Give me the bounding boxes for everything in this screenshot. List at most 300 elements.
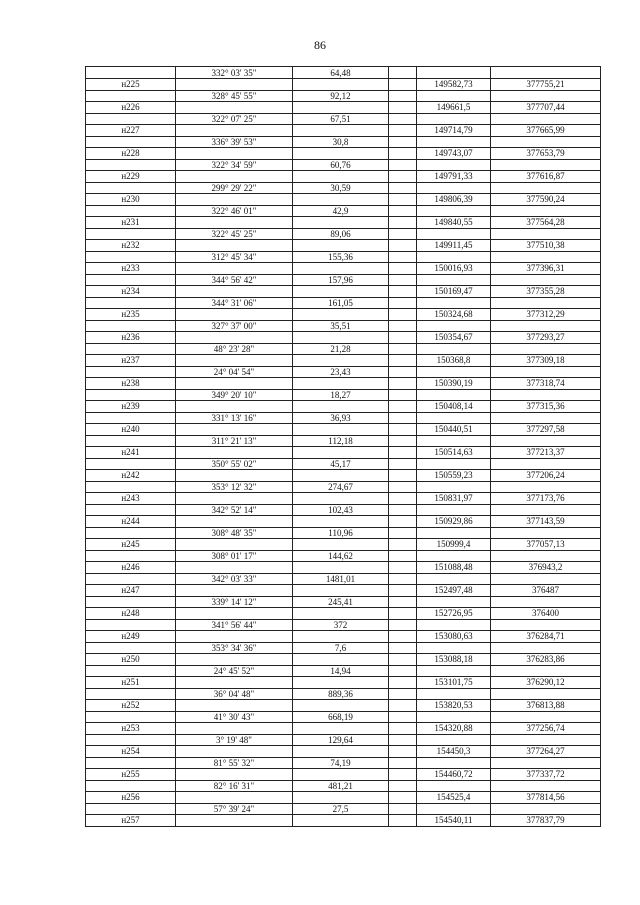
spacer-cell [389, 780, 417, 792]
y-coordinate-cell [491, 596, 601, 608]
y-coordinate-cell [491, 665, 601, 677]
x-coordinate-cell: 150440,51 [417, 424, 491, 436]
x-coordinate-cell: 150368,8 [417, 355, 491, 367]
point-row [86, 378, 601, 390]
spacer-cell [389, 217, 417, 229]
spacer-cell [389, 470, 417, 482]
segment-row [86, 435, 601, 447]
x-coordinate-cell [417, 550, 491, 562]
point-row [86, 424, 601, 436]
point-id-cell: н240 [86, 424, 176, 436]
distance-cell [293, 286, 389, 298]
y-coordinate-cell [491, 504, 601, 516]
y-coordinate-cell [491, 550, 601, 562]
distance-cell: 23,43 [293, 366, 389, 378]
y-coordinate-cell: 376400 [491, 608, 601, 620]
spacer-cell [389, 757, 417, 769]
x-coordinate-cell [417, 481, 491, 493]
spacer-cell [389, 286, 417, 298]
point-id-cell [86, 527, 176, 539]
spacer-cell [389, 803, 417, 815]
y-coordinate-cell [491, 458, 601, 470]
distance-cell: 155,36 [293, 251, 389, 263]
point-row [86, 79, 601, 91]
x-coordinate-cell [417, 619, 491, 631]
y-coordinate-cell [491, 435, 601, 447]
point-id-cell [86, 573, 176, 585]
point-row [86, 102, 601, 114]
y-coordinate-cell [491, 274, 601, 286]
distance-cell [293, 677, 389, 689]
point-id-cell: н228 [86, 148, 176, 160]
y-coordinate-cell: 377396,31 [491, 263, 601, 275]
x-coordinate-cell: 149714,79 [417, 125, 491, 137]
x-coordinate-cell: 154460,72 [417, 769, 491, 781]
spacer-cell [389, 481, 417, 493]
point-row [86, 470, 601, 482]
point-id-cell [86, 67, 176, 79]
point-row [86, 815, 601, 827]
point-id-cell [86, 596, 176, 608]
x-coordinate-cell [417, 665, 491, 677]
bearing-cell [176, 539, 293, 551]
segment-row [86, 642, 601, 654]
bearing-cell: 322° 45' 25" [176, 228, 293, 240]
point-id-cell [86, 734, 176, 746]
bearing-cell: 342° 52' 14" [176, 504, 293, 516]
point-id-cell: н229 [86, 171, 176, 183]
spacer-cell [389, 608, 417, 620]
bearing-cell [176, 585, 293, 597]
point-id-cell [86, 757, 176, 769]
point-id-cell [86, 366, 176, 378]
point-id-cell: н241 [86, 447, 176, 459]
spacer-cell [389, 194, 417, 206]
y-coordinate-cell: 377297,58 [491, 424, 601, 436]
coordinates-table [85, 66, 601, 827]
point-row [86, 608, 601, 620]
distance-cell [293, 493, 389, 505]
point-id-cell: н233 [86, 263, 176, 275]
y-coordinate-cell: 377564,28 [491, 217, 601, 229]
segment-row [86, 504, 601, 516]
bearing-cell: 308° 48' 35" [176, 527, 293, 539]
distance-cell: 42,9 [293, 205, 389, 217]
point-id-cell: н257 [86, 815, 176, 827]
spacer-cell [389, 343, 417, 355]
bearing-cell: 353° 12' 32" [176, 481, 293, 493]
bearing-cell: 24° 45' 52" [176, 665, 293, 677]
bearing-cell: 331° 13' 16" [176, 412, 293, 424]
segment-row [86, 412, 601, 424]
point-id-cell [86, 688, 176, 700]
spacer-cell [389, 136, 417, 148]
x-coordinate-cell [417, 228, 491, 240]
distance-cell: 45,17 [293, 458, 389, 470]
distance-cell [293, 332, 389, 344]
point-id-cell [86, 435, 176, 447]
spacer-cell [389, 113, 417, 125]
distance-cell: 7,6 [293, 642, 389, 654]
point-id-cell: н248 [86, 608, 176, 620]
x-coordinate-cell [417, 343, 491, 355]
point-row [86, 700, 601, 712]
y-coordinate-cell: 377173,76 [491, 493, 601, 505]
y-coordinate-cell [491, 412, 601, 424]
y-coordinate-cell: 376284,71 [491, 631, 601, 643]
point-id-cell [86, 90, 176, 102]
point-row [86, 148, 601, 160]
x-coordinate-cell [417, 182, 491, 194]
y-coordinate-cell [491, 182, 601, 194]
point-id-cell: н235 [86, 309, 176, 321]
y-coordinate-cell: 377814,56 [491, 792, 601, 804]
point-row [86, 769, 601, 781]
y-coordinate-cell [491, 366, 601, 378]
y-coordinate-cell: 377355,28 [491, 286, 601, 298]
distance-cell: 30,59 [293, 182, 389, 194]
bearing-cell: 332° 03' 35" [176, 67, 293, 79]
x-coordinate-cell: 150929,86 [417, 516, 491, 528]
x-coordinate-cell [417, 389, 491, 401]
segment-row [86, 251, 601, 263]
point-row [86, 171, 601, 183]
x-coordinate-cell [417, 803, 491, 815]
bearing-cell [176, 562, 293, 574]
distance-cell: 27,5 [293, 803, 389, 815]
point-id-cell: н251 [86, 677, 176, 689]
point-id-cell: н256 [86, 792, 176, 804]
spacer-cell [389, 504, 417, 516]
distance-cell: 67,51 [293, 113, 389, 125]
distance-cell [293, 309, 389, 321]
bearing-cell [176, 79, 293, 91]
spacer-cell [389, 458, 417, 470]
spacer-cell [389, 447, 417, 459]
x-coordinate-cell [417, 159, 491, 171]
point-id-cell [86, 182, 176, 194]
y-coordinate-cell [491, 780, 601, 792]
spacer-cell [389, 585, 417, 597]
y-coordinate-cell: 377510,38 [491, 240, 601, 252]
spacer-cell [389, 366, 417, 378]
bearing-cell: 349° 20' 10" [176, 389, 293, 401]
point-row [86, 539, 601, 551]
y-coordinate-cell: 377143,59 [491, 516, 601, 528]
distance-cell: 112,18 [293, 435, 389, 447]
point-id-cell: н249 [86, 631, 176, 643]
point-id-cell [86, 711, 176, 723]
distance-cell: 481,21 [293, 780, 389, 792]
segment-row [86, 274, 601, 286]
x-coordinate-cell: 150324,68 [417, 309, 491, 321]
distance-cell [293, 608, 389, 620]
segment-row [86, 113, 601, 125]
x-coordinate-cell: 153088,18 [417, 654, 491, 666]
bearing-cell [176, 171, 293, 183]
x-coordinate-cell [417, 435, 491, 447]
point-id-cell [86, 780, 176, 792]
bearing-cell: 322° 34' 59" [176, 159, 293, 171]
point-id-cell [86, 412, 176, 424]
distance-cell [293, 447, 389, 459]
spacer-cell [389, 205, 417, 217]
segment-row [86, 136, 601, 148]
x-coordinate-cell: 150016,93 [417, 263, 491, 275]
x-coordinate-cell: 154540,11 [417, 815, 491, 827]
distance-cell: 89,06 [293, 228, 389, 240]
segment-row [86, 550, 601, 562]
bearing-cell [176, 286, 293, 298]
point-id-cell [86, 274, 176, 286]
segment-row [86, 67, 601, 79]
point-id-cell: н255 [86, 769, 176, 781]
bearing-cell: 339° 14' 12" [176, 596, 293, 608]
x-coordinate-cell: 154450,3 [417, 746, 491, 758]
spacer-cell [389, 493, 417, 505]
spacer-cell [389, 332, 417, 344]
segment-row [86, 665, 601, 677]
y-coordinate-cell: 376283,86 [491, 654, 601, 666]
y-coordinate-cell [491, 343, 601, 355]
y-coordinate-cell [491, 136, 601, 148]
bearing-cell: 336° 39' 53" [176, 136, 293, 148]
x-coordinate-cell: 149791,33 [417, 171, 491, 183]
point-id-cell: н253 [86, 723, 176, 735]
distance-cell [293, 263, 389, 275]
spacer-cell [389, 125, 417, 137]
segment-row [86, 297, 601, 309]
segment-row [86, 688, 601, 700]
distance-cell [293, 539, 389, 551]
spacer-cell [389, 90, 417, 102]
spacer-cell [389, 424, 417, 436]
distance-cell: 889,36 [293, 688, 389, 700]
point-id-cell: н252 [86, 700, 176, 712]
y-coordinate-cell [491, 619, 601, 631]
segment-row [86, 757, 601, 769]
spacer-cell [389, 654, 417, 666]
x-coordinate-cell [417, 527, 491, 539]
spacer-cell [389, 171, 417, 183]
bearing-cell: 299° 29' 22" [176, 182, 293, 194]
x-coordinate-cell: 149743,07 [417, 148, 491, 160]
spacer-cell [389, 355, 417, 367]
point-row [86, 654, 601, 666]
segment-row [86, 780, 601, 792]
spacer-cell [389, 550, 417, 562]
point-id-cell: н234 [86, 286, 176, 298]
spacer-cell [389, 79, 417, 91]
y-coordinate-cell: 377665,99 [491, 125, 601, 137]
point-row [86, 263, 601, 275]
segment-row [86, 366, 601, 378]
spacer-cell [389, 642, 417, 654]
spacer-cell [389, 677, 417, 689]
spacer-cell [389, 102, 417, 114]
bearing-cell: 308° 01' 17" [176, 550, 293, 562]
y-coordinate-cell: 377293,27 [491, 332, 601, 344]
x-coordinate-cell [417, 688, 491, 700]
distance-cell: 144,62 [293, 550, 389, 562]
distance-cell [293, 240, 389, 252]
point-id-cell [86, 803, 176, 815]
spacer-cell [389, 631, 417, 643]
x-coordinate-cell: 149582,73 [417, 79, 491, 91]
spacer-cell [389, 516, 417, 528]
x-coordinate-cell: 154320,88 [417, 723, 491, 735]
point-row [86, 792, 601, 804]
x-coordinate-cell [417, 642, 491, 654]
point-row [86, 585, 601, 597]
x-coordinate-cell [417, 320, 491, 332]
point-row [86, 401, 601, 413]
bearing-cell [176, 148, 293, 160]
y-coordinate-cell: 377057,13 [491, 539, 601, 551]
bearing-cell [176, 263, 293, 275]
y-coordinate-cell: 377755,21 [491, 79, 601, 91]
point-id-cell [86, 550, 176, 562]
segment-row [86, 527, 601, 539]
distance-cell [293, 562, 389, 574]
point-id-cell [86, 159, 176, 171]
spacer-cell [389, 274, 417, 286]
y-coordinate-cell [491, 803, 601, 815]
spacer-cell [389, 562, 417, 574]
point-id-cell: н242 [86, 470, 176, 482]
spacer-cell [389, 251, 417, 263]
distance-cell: 157,96 [293, 274, 389, 286]
y-coordinate-cell [491, 159, 601, 171]
x-coordinate-cell [417, 412, 491, 424]
spacer-cell [389, 700, 417, 712]
y-coordinate-cell: 377337,72 [491, 769, 601, 781]
y-coordinate-cell: 376943,2 [491, 562, 601, 574]
spacer-cell [389, 746, 417, 758]
point-id-cell: н226 [86, 102, 176, 114]
bearing-cell: 322° 46' 01" [176, 205, 293, 217]
bearing-cell [176, 746, 293, 758]
bearing-cell: 322° 07' 25" [176, 113, 293, 125]
point-id-cell [86, 665, 176, 677]
bearing-cell [176, 700, 293, 712]
point-row [86, 355, 601, 367]
distance-cell: 102,43 [293, 504, 389, 516]
point-row [86, 309, 601, 321]
bearing-cell [176, 378, 293, 390]
y-coordinate-cell: 376290,12 [491, 677, 601, 689]
point-id-cell: н237 [86, 355, 176, 367]
x-coordinate-cell [417, 596, 491, 608]
y-coordinate-cell [491, 228, 601, 240]
bearing-cell [176, 217, 293, 229]
bearing-cell [176, 677, 293, 689]
distance-cell [293, 585, 389, 597]
spacer-cell [389, 665, 417, 677]
spacer-cell [389, 435, 417, 447]
y-coordinate-cell [491, 734, 601, 746]
distance-cell [293, 470, 389, 482]
y-coordinate-cell [491, 481, 601, 493]
point-id-cell [86, 458, 176, 470]
y-coordinate-cell [491, 320, 601, 332]
spacer-cell [389, 539, 417, 551]
bearing-cell: 3° 19' 48" [176, 734, 293, 746]
distance-cell [293, 194, 389, 206]
distance-cell [293, 102, 389, 114]
bearing-cell: 353° 34' 36" [176, 642, 293, 654]
y-coordinate-cell: 377213,37 [491, 447, 601, 459]
bearing-cell [176, 102, 293, 114]
point-row [86, 746, 601, 758]
point-row [86, 516, 601, 528]
x-coordinate-cell: 150169,47 [417, 286, 491, 298]
point-id-cell [86, 343, 176, 355]
x-coordinate-cell [417, 780, 491, 792]
bearing-cell [176, 470, 293, 482]
distance-cell: 372 [293, 619, 389, 631]
spacer-cell [389, 297, 417, 309]
bearing-cell [176, 401, 293, 413]
point-id-cell: н244 [86, 516, 176, 528]
x-coordinate-cell: 150831,97 [417, 493, 491, 505]
x-coordinate-cell: 150514,63 [417, 447, 491, 459]
bearing-cell [176, 194, 293, 206]
y-coordinate-cell: 377206,24 [491, 470, 601, 482]
x-coordinate-cell: 149661,5 [417, 102, 491, 114]
distance-cell [293, 171, 389, 183]
distance-cell [293, 746, 389, 758]
segment-row [86, 803, 601, 815]
distance-cell: 161,05 [293, 297, 389, 309]
spacer-cell [389, 769, 417, 781]
point-row [86, 194, 601, 206]
distance-cell: 18,27 [293, 389, 389, 401]
y-coordinate-cell [491, 573, 601, 585]
x-coordinate-cell [417, 136, 491, 148]
spacer-cell [389, 67, 417, 79]
x-coordinate-cell: 150408,14 [417, 401, 491, 413]
bearing-cell: 342° 03' 33" [176, 573, 293, 585]
x-coordinate-cell: 153820,53 [417, 700, 491, 712]
y-coordinate-cell: 377837,79 [491, 815, 601, 827]
point-id-cell: н239 [86, 401, 176, 413]
y-coordinate-cell: 377653,79 [491, 148, 601, 160]
point-id-cell [86, 251, 176, 263]
spacer-cell [389, 228, 417, 240]
y-coordinate-cell: 377256,74 [491, 723, 601, 735]
point-id-cell [86, 389, 176, 401]
bearing-cell: 341° 56' 44" [176, 619, 293, 631]
point-id-cell [86, 619, 176, 631]
spacer-cell [389, 320, 417, 332]
distance-cell [293, 79, 389, 91]
bearing-cell: 311° 21' 13" [176, 435, 293, 447]
segment-row [86, 573, 601, 585]
distance-cell: 30,8 [293, 136, 389, 148]
distance-cell: 245,41 [293, 596, 389, 608]
distance-cell [293, 769, 389, 781]
spacer-cell [389, 263, 417, 275]
x-coordinate-cell [417, 67, 491, 79]
x-coordinate-cell [417, 205, 491, 217]
distance-cell [293, 815, 389, 827]
segment-row [86, 458, 601, 470]
spacer-cell [389, 815, 417, 827]
distance-cell [293, 516, 389, 528]
bearing-cell [176, 769, 293, 781]
point-id-cell [86, 113, 176, 125]
